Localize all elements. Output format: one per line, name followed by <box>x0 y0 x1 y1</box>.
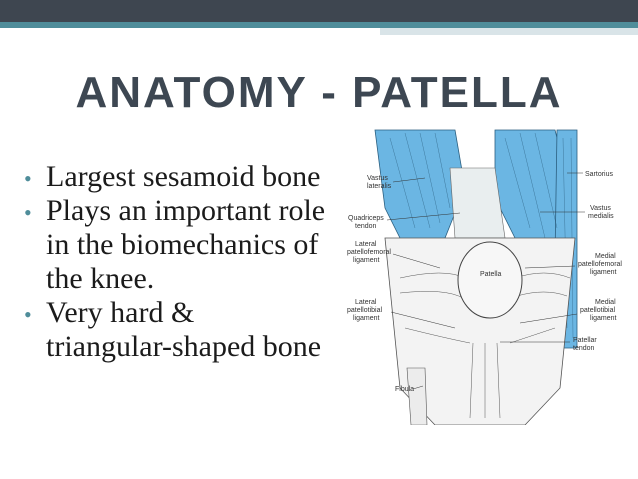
svg-text:ligament: ligament <box>590 315 617 322</box>
knee-anatomy-diagram <box>345 128 638 425</box>
svg-text:Medial: Medial <box>595 299 616 306</box>
svg-text:patellotibial: patellotibial <box>347 307 383 314</box>
svg-text:Patellar: Patellar <box>573 337 597 344</box>
bullet-dot-icon: • <box>24 302 32 327</box>
svg-text:ligament: ligament <box>353 315 380 322</box>
bullet-item: • Very hard & triangular-shaped bone <box>24 296 322 363</box>
svg-text:Sartorius: Sartorius <box>585 171 614 178</box>
svg-text:medialis: medialis <box>588 213 614 220</box>
svg-text:Quadriceps: Quadriceps <box>348 215 384 222</box>
svg-text:patellofemoral: patellofemoral <box>347 249 391 256</box>
bullet-item: • Plays an important role in the biomechanics of the knee. <box>24 194 326 295</box>
svg-text:patellotibial: patellotibial <box>580 307 616 314</box>
svg-text:Medial: Medial <box>595 253 616 260</box>
svg-text:tendon: tendon <box>355 223 377 230</box>
bullet-item: • Largest sesamoid bone <box>24 160 374 194</box>
svg-text:ligament: ligament <box>590 269 617 276</box>
patella-bone <box>458 242 522 318</box>
fibula-bone <box>407 368 427 425</box>
svg-text:tendon: tendon <box>573 345 595 352</box>
svg-text:patellofemoral: patellofemoral <box>578 261 622 268</box>
bullet-dot-icon: • <box>24 166 32 191</box>
header-bar <box>0 0 638 22</box>
bullet-list <box>24 160 374 364</box>
header-accent-light <box>380 28 638 35</box>
bullet-dot-icon: • <box>24 200 32 225</box>
quadriceps-tendon-shape <box>450 168 505 238</box>
label-patella <box>480 271 502 278</box>
svg-text:Lateral: Lateral <box>355 299 377 306</box>
svg-text:Lateral: Lateral <box>355 241 377 248</box>
svg-text:Patella: Patella <box>480 271 502 278</box>
svg-text:Vastus: Vastus <box>367 175 388 182</box>
svg-text:Vastus: Vastus <box>590 205 611 212</box>
svg-text:ligament: ligament <box>353 257 380 264</box>
svg-text:Fibula: Fibula <box>395 386 415 393</box>
slide-title: ANATOMY - PATELLA <box>75 68 563 117</box>
svg-text:lateralis: lateralis <box>367 183 392 190</box>
